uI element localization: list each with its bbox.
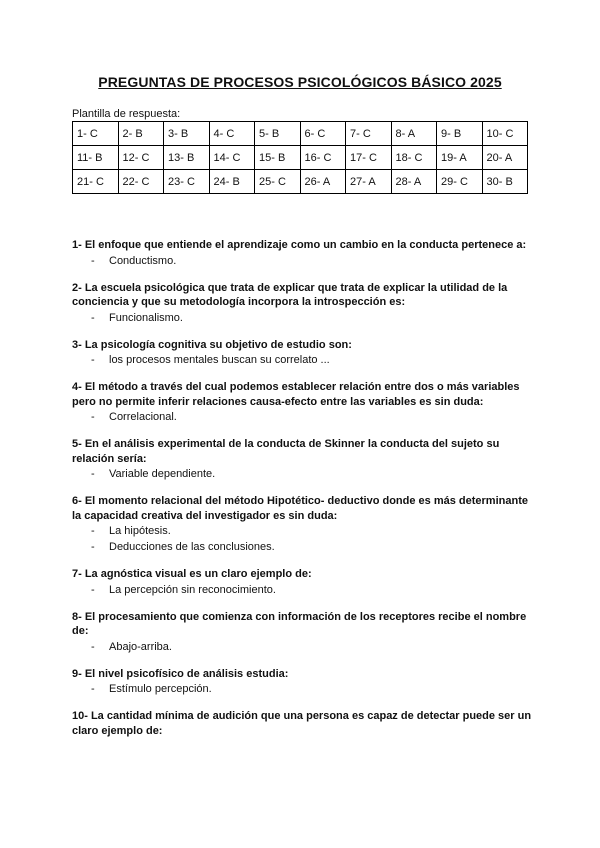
answer-text: Conductismo. <box>109 254 177 267</box>
bullet-dash: - <box>91 254 95 267</box>
answer-cell: 25- C <box>255 170 301 194</box>
question-item <box>72 610 532 655</box>
answer-cell: 7- C <box>346 122 392 146</box>
bullet-dash: - <box>91 468 95 480</box>
question-item <box>72 380 532 425</box>
answer-row <box>73 122 528 146</box>
answer-text: La percepción sin reconocimiento. <box>109 583 276 596</box>
answer-cell: 24- B <box>209 170 255 194</box>
question-item <box>72 494 532 555</box>
answer-cell: 2- B <box>118 122 164 146</box>
answer-text: Deducciones de las conclusiones. <box>109 541 275 553</box>
answer-cell: 6- C <box>300 122 346 146</box>
answer-cell: 16- C <box>300 146 346 170</box>
answer-cell: 8- A <box>391 122 437 146</box>
question-text: 2- La escuela psicológica que trata de explicar que trata de explicar la utilidad de la conciencia y que su metodología incorpora la introspección es: <box>72 281 508 308</box>
answer-row <box>73 146 528 170</box>
question-item <box>72 437 532 482</box>
question-text: 4- El método a través del cual podemos establecer relación entre dos o más variables pero no permite inferir relaciones causa-efecto entre las variables es sin duda: <box>72 381 520 408</box>
question-item <box>72 238 532 269</box>
answer-text: Correlacional. <box>109 411 177 423</box>
bullet-dash: - <box>91 311 95 324</box>
answer-template-table <box>72 121 528 194</box>
question-list <box>72 238 532 750</box>
bullet-dash: - <box>91 640 95 653</box>
answer-cell: 13- B <box>164 146 210 170</box>
answer-text: Funcionalismo. <box>109 311 183 324</box>
answer-cell: 26- A <box>300 170 346 194</box>
answer-item <box>72 539 532 555</box>
answer-cell: 15- B <box>255 146 301 170</box>
answer-template-label: Plantilla de respuesta: <box>72 108 181 120</box>
answer-cell: 11- B <box>73 146 119 170</box>
answer-cell: 21- C <box>73 170 119 194</box>
answer-text: Estímulo percepción. <box>109 683 212 695</box>
answer-cell: 3- B <box>164 122 210 146</box>
bullet-dash: - <box>91 583 95 596</box>
answer-item <box>72 681 532 697</box>
question-text: 10- La cantidad mínima de audición que una persona es capaz de detectar puede ser un claro ejemplo de: <box>72 710 532 737</box>
answer-item <box>72 639 532 655</box>
answer-row <box>73 170 528 194</box>
answer-cell: 27- A <box>346 170 392 194</box>
answer-cell: 29- C <box>437 170 483 194</box>
question-text: 5- En el análisis experimental de la conducta de Skinner la conducta del sujeto su relación sería: <box>72 438 500 465</box>
answer-cell: 10- C <box>482 122 528 146</box>
answer-text: Abajo-arriba. <box>109 640 172 653</box>
question-text: 6- El momento relacional del método Hipotético- deductivo donde es más determinante la capacidad creativa del investigador es sin duda: <box>72 495 528 522</box>
question-item <box>72 567 532 598</box>
answer-cell: 28- A <box>391 170 437 194</box>
answer-cell: 20- A <box>482 146 528 170</box>
answer-cell: 23- C <box>164 170 210 194</box>
answer-cell: 18- C <box>391 146 437 170</box>
question-item <box>72 667 532 698</box>
answer-cell: 9- B <box>437 122 483 146</box>
answer-cell: 17- C <box>346 146 392 170</box>
question-text: 7- La agnóstica visual es un claro ejemplo de: <box>72 568 312 580</box>
answer-item <box>72 253 532 269</box>
bullet-dash: - <box>91 541 95 553</box>
answer-item <box>72 310 532 326</box>
answer-text: La hipótesis. <box>109 525 171 537</box>
bullet-dash: - <box>91 525 95 537</box>
question-item <box>72 709 532 738</box>
bullet-dash: - <box>91 411 95 423</box>
answer-cell: 4- C <box>209 122 255 146</box>
bullet-dash: - <box>91 683 95 695</box>
answer-text: los procesos mentales buscan su correlato ... <box>109 354 330 366</box>
answer-cell: 22- C <box>118 170 164 194</box>
answer-item <box>72 523 532 539</box>
answer-item <box>72 352 532 368</box>
answer-item <box>72 466 532 482</box>
answer-cell: 1- C <box>73 122 119 146</box>
answer-text: Variable dependiente. <box>109 468 216 480</box>
question-item <box>72 281 532 326</box>
document-title: PREGUNTAS DE PROCESOS PSICOLÓGICOS BÁSICO 2025 <box>98 74 502 90</box>
question-text: 3- La psicología cognitiva su objetivo de estudio son: <box>72 338 352 351</box>
answer-cell: 30- B <box>482 170 528 194</box>
question-text: 1- El enfoque que entiende el aprendizaje como un cambio en la conducta pertenece a: <box>72 239 527 251</box>
answer-item <box>72 409 532 425</box>
answer-item <box>72 582 532 598</box>
question-text: 9- El nivel psicofísico de análisis estudia: <box>72 667 289 680</box>
answer-cell: 14- C <box>209 146 255 170</box>
answer-cell: 5- B <box>255 122 301 146</box>
bullet-dash: - <box>91 354 95 366</box>
answer-cell: 12- C <box>118 146 164 170</box>
answer-cell: 19- A <box>437 146 483 170</box>
question-text: 8- El procesamiento que comienza con información de los receptores recibe el nombre de: <box>72 610 527 637</box>
question-item <box>72 338 532 369</box>
